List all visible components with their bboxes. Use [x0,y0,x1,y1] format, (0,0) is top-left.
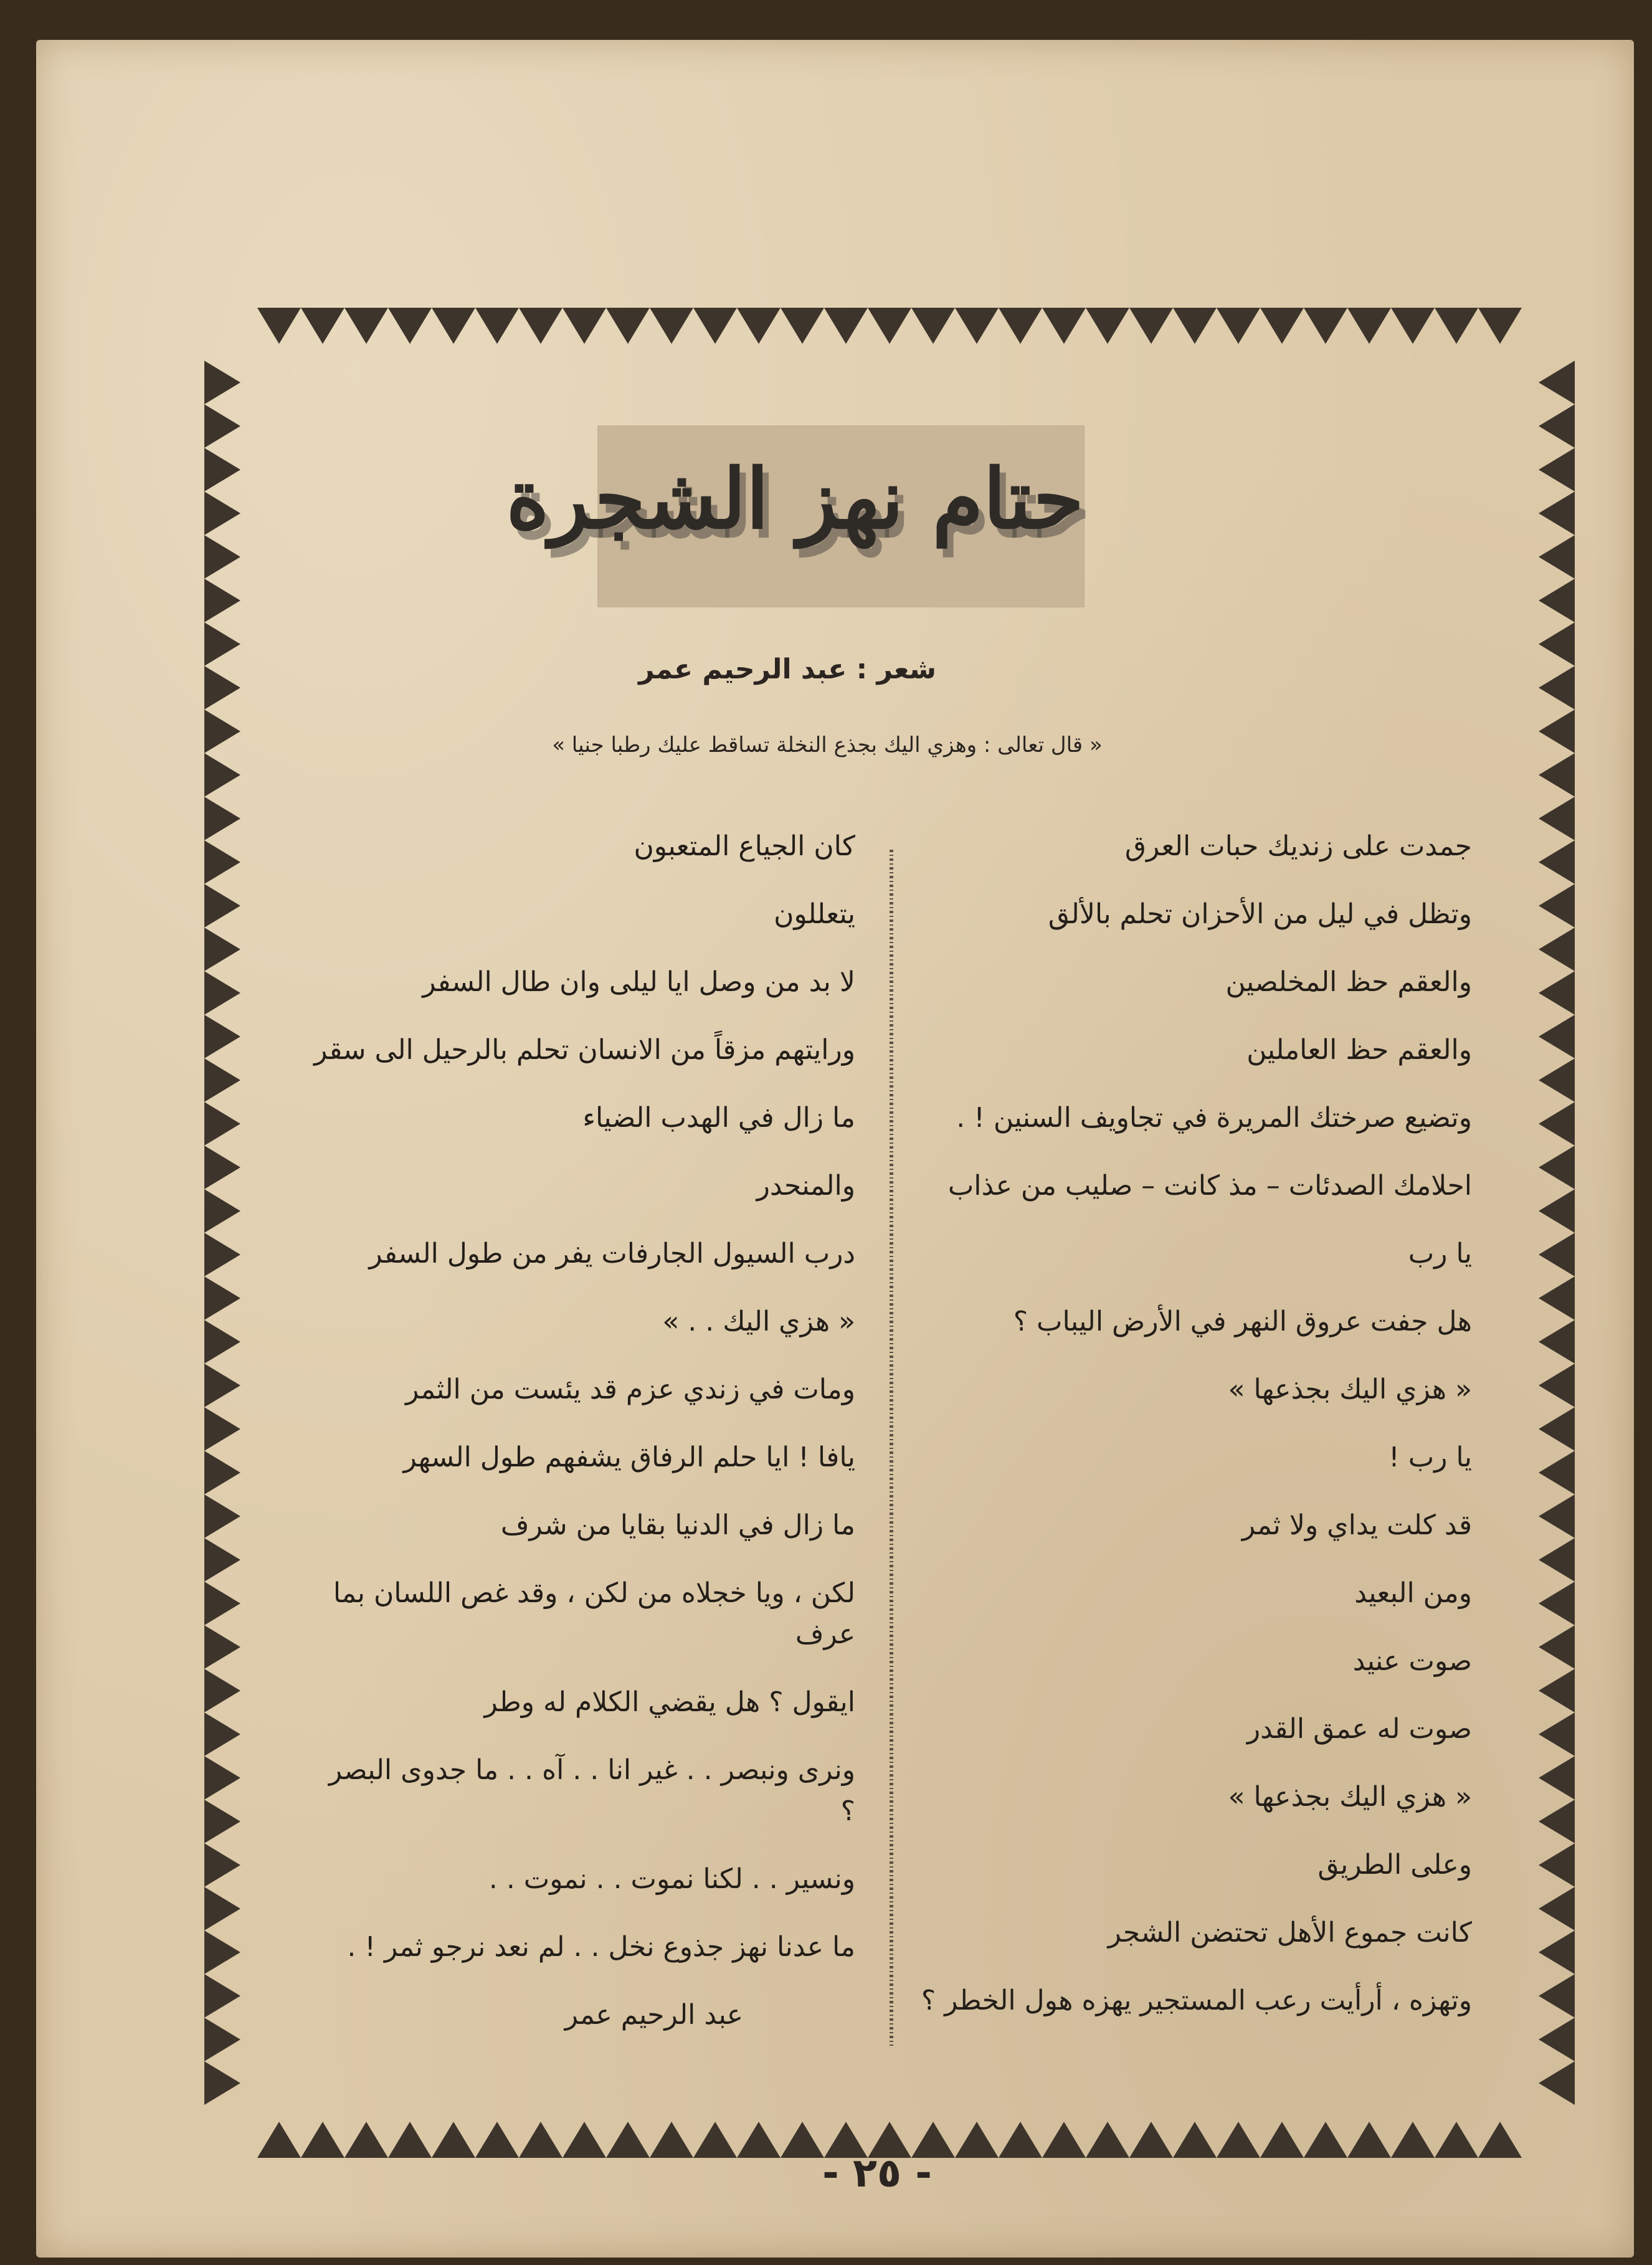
border-triangle [1539,579,1575,622]
border-triangle [204,1451,240,1494]
border-triangle [1539,1146,1575,1189]
border-triangle [1539,1712,1575,1756]
border-triangle [1086,2122,1129,2158]
border-triangle [1539,1843,1575,1887]
border-triangle [999,2122,1042,2158]
verse-line: احلامك الصدئات – مذ كانت – صليب من عذاب [947,1170,1472,1202]
border-triangle [1539,1233,1575,1276]
border-triangle [1539,1494,1575,1538]
border-triangle [204,361,240,404]
border-triangle [1217,2122,1260,2158]
verse-line: كانت جموع الأهل تحتضن الشجر [1108,1917,1472,1949]
border-triangle [1086,308,1129,344]
border-triangle [204,2018,240,2061]
border-triangle [1260,2122,1304,2158]
border-triangle [1539,1974,1575,2018]
border-triangle [1539,1582,1575,1625]
border-triangle [1391,308,1435,344]
border-triangle [204,1800,240,1843]
border-triangle [204,710,240,753]
border-triangle [1539,1364,1575,1407]
verse-line: يافا ! ايا حلم الرفاق يشفهم طول السهر [403,1441,855,1473]
verse-line: وتهزه ، أرأيت رعب المستجير يهزه هول الخطر ؟ [921,1985,1472,2016]
border-triangle [1478,308,1522,344]
border-triangle [1539,404,1575,448]
verse-line: يتعللون [774,898,855,930]
border-triangle [606,308,650,344]
verse-line: لا بد من وصل ايا ليلى وان طال السفر [422,966,855,998]
border-triangle [344,308,388,344]
border-triangle [1539,666,1575,710]
border-triangle [1539,1538,1575,1582]
verse-line: ايقول ؟ هل يقضي الكلام له وطر [484,1686,855,1718]
verse-line: درب السيول الجارفات يفر من طول السفر [369,1238,855,1270]
border-triangle [204,1058,240,1102]
border-triangle [606,2122,650,2158]
verse-line: ما زال في الهدب الضياء [582,1102,855,1134]
border-triangle [204,1320,240,1364]
border-triangle [204,622,240,666]
magazine-page [36,40,1634,2258]
verse-line: صوت له عمق القدر [1246,1713,1472,1745]
border-triangle [204,971,240,1015]
border-triangle [1304,2122,1347,2158]
border-triangle [204,884,240,928]
border-triangle [301,2122,344,2158]
border-triangle [204,1712,240,1756]
border-triangle [1217,308,1260,344]
border-triangle [204,1494,240,1538]
verse-line: ومن البعيد [1354,1577,1472,1609]
border-triangle [204,1843,240,1887]
border-triangle [955,308,999,344]
border-triangle [824,308,868,344]
border-triangle [1539,1015,1575,1058]
border-triangle [1539,753,1575,797]
page-number: - ٢٥ - [822,2150,932,2196]
border-triangle [693,308,737,344]
border-triangle [1042,308,1086,344]
border-triangle [301,308,344,344]
border-triangle [204,666,240,710]
verse-line: لكن ، ويا خجلاه من لكن ، وقد غص اللسان بما عرف [333,1577,855,1650]
border-triangle [204,579,240,622]
border-triangle [204,1538,240,1582]
border-triangle [1539,1887,1575,1930]
verse-line: صوت عنيد [1352,1645,1472,1677]
border-triangle [1539,710,1575,753]
border-triangle [204,1669,240,1712]
border-triangle [1539,2018,1575,2061]
verse-line: ورايتهم مزقاً من الانسان تحلم بالرحيل الى سقر [314,1034,855,1066]
border-triangle [1539,1276,1575,1320]
border-triangle [1347,308,1391,344]
border-triangle [1173,308,1217,344]
border-triangle [1173,2122,1217,2158]
border-triangle [1435,308,1478,344]
border-triangle [1539,535,1575,579]
border-triangle [257,2122,301,2158]
verse-line: ما عدنا نهز جذوع نخل . . لم نعد نرجو ثمر ! . [347,1931,855,1963]
border-triangle [204,1364,240,1407]
border-triangle [911,308,955,344]
border-triangle [519,2122,563,2158]
quran-epigraph: « قال تعالى : وهزي اليك بجذع النخلة تساقط عليك رطبا جنيا » [552,733,1103,757]
border-triangle [1129,2122,1173,2158]
border-triangle [563,308,606,344]
verse-line: ونسير . . لكنا نموت . . نموت . . [488,1863,855,1895]
verse-line: هل جفت عروق النهر في الأرض اليباب ؟ [1013,1306,1472,1337]
verse-line: وتضيع صرختك المريرة في تجاويف السنين ! . [956,1102,1472,1134]
border-triangle [1539,928,1575,971]
border-triangle [388,2122,432,2158]
border-triangle [204,797,240,840]
verse-line: قد كلت يداي ولا ثمر [1241,1509,1472,1541]
border-triangle [204,1189,240,1233]
verse-line: « هزي اليك بجذعها » [1228,1374,1472,1405]
verse-line: ما زال في الدنيا بقايا من شرف [500,1509,855,1541]
border-triangle [204,1887,240,1930]
verse-line: ونرى ونبصر . . غير انا . . آه . . ما جدوى البصر ؟ [328,1754,855,1827]
poet-byline: شعر : عبد الرحيم عمر [638,653,936,685]
border-triangle [1539,361,1575,404]
verse-line: وعلى الطريق [1317,1849,1472,1881]
border-triangle [650,308,693,344]
border-triangle [204,2061,240,2105]
verse-line: كان الجياع المتعبون [634,830,855,862]
border-triangle [519,308,563,344]
border-triangle [1478,2122,1522,2158]
border-triangle [204,753,240,797]
border-triangle [1539,1669,1575,1712]
border-triangle [204,1015,240,1058]
border-triangle [1539,1451,1575,1494]
border-triangle [563,2122,606,2158]
border-triangle [1539,797,1575,840]
border-triangle [868,308,911,344]
verse-line: « هزي اليك . . » [662,1306,855,1337]
border-triangle [1435,2122,1478,2158]
border-triangle [344,2122,388,2158]
border-triangle [257,308,301,344]
border-triangle [650,2122,693,2158]
border-triangle [204,1974,240,2018]
border-triangle [1347,2122,1391,2158]
border-triangle [737,2122,781,2158]
border-triangle [204,1756,240,1800]
verse-line: « هزي اليك بجذعها » [1228,1781,1472,1813]
border-triangle [1539,1058,1575,1102]
poet-signature: عبد الرحيم عمر [564,1999,743,2031]
border-triangle [1539,448,1575,491]
border-triangle [204,1102,240,1146]
border-triangle [1539,1407,1575,1451]
verse-line: ومات في زندي عزم قد يئست من الثمر [406,1374,855,1405]
verse-line: يا رب [1408,1238,1472,1270]
border-triangle [388,308,432,344]
border-triangle [204,1276,240,1320]
poem-right-column [911,826,1472,2048]
border-triangle [432,308,475,344]
border-triangle [204,448,240,491]
border-triangle [204,1146,240,1189]
border-triangle [1539,2061,1575,2105]
poem-title: حتام نهز الشجرة [506,451,1084,548]
border-triangle [1539,1625,1575,1669]
verse-line: والعقم حظ المخلصين [1225,966,1472,998]
border-triangle [1260,308,1304,344]
border-triangle [737,308,781,344]
border-triangle [1539,1800,1575,1843]
poem-title-banner [506,426,1084,607]
border-triangle [1539,840,1575,884]
verse-line: والمنحدر [756,1170,855,1202]
verse-line: والعقم حظ العاملين [1246,1034,1472,1066]
border-triangle [1304,308,1347,344]
border-triangle [1539,622,1575,666]
border-triangle [1539,884,1575,928]
border-triangle [204,1625,240,1669]
border-triangle [204,840,240,884]
border-triangle [204,1582,240,1625]
verse-line: يا رب ! [1389,1441,1472,1473]
poem-left-column [307,826,855,2036]
border-triangle [204,404,240,448]
verse-line: وتظل في ليل من الأحزان تحلم بالألق [1048,898,1472,930]
border-triangle [693,2122,737,2158]
border-triangle [1539,1102,1575,1146]
border-triangle [475,2122,519,2158]
border-triangle [999,308,1042,344]
border-triangle [204,1930,240,1974]
border-triangle [204,535,240,579]
border-triangle [1539,1930,1575,1974]
verse-line: جمدت على زنديك حبات العرق [1124,830,1472,862]
border-triangle [1042,2122,1086,2158]
border-triangle [204,1407,240,1451]
border-triangle [1539,1320,1575,1364]
border-triangle [1129,308,1173,344]
border-triangle [204,1233,240,1276]
column-divider [890,850,893,2046]
border-triangle [204,928,240,971]
border-triangle [1539,491,1575,535]
border-triangle [432,2122,475,2158]
border-triangle [475,308,519,344]
border-triangle [204,491,240,535]
border-triangle [1391,2122,1435,2158]
border-triangle [1539,1756,1575,1800]
border-triangle [1539,1189,1575,1233]
border-triangle [781,308,824,344]
border-triangle [1539,971,1575,1015]
